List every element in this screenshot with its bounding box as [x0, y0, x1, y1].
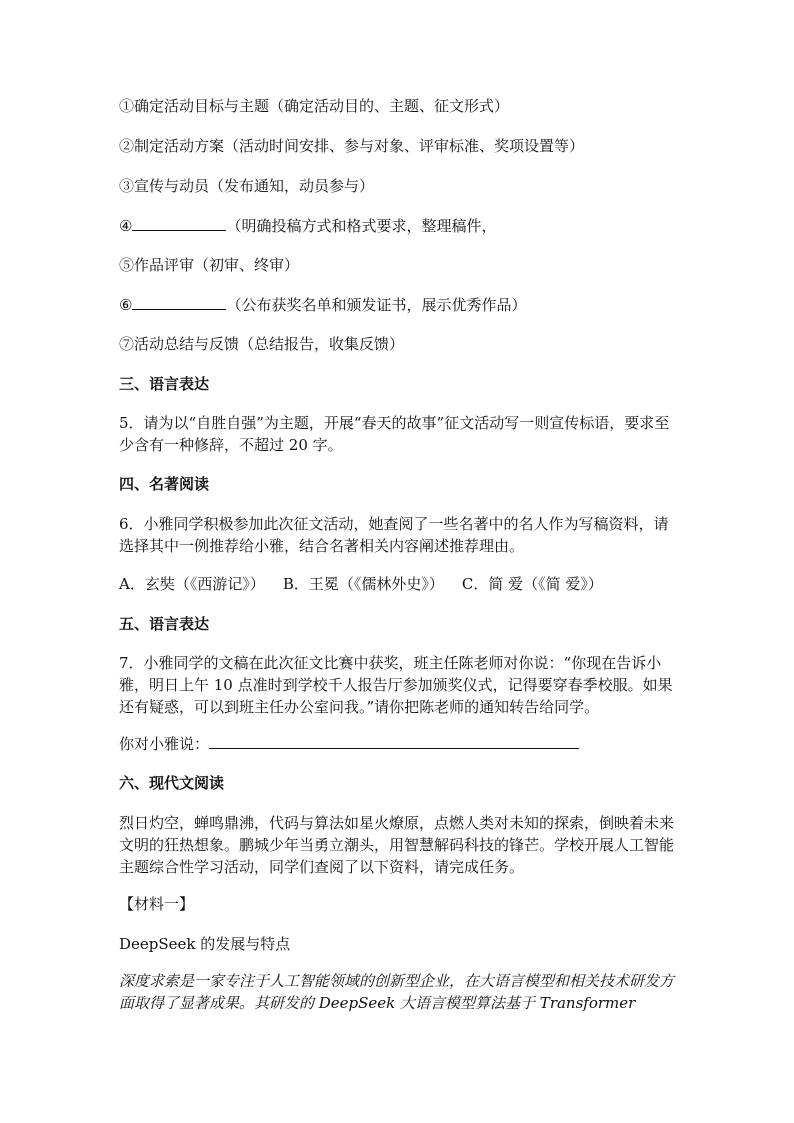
step-6 [119, 294, 679, 316]
question-6-options [119, 573, 679, 595]
step-6-blank[interactable] [132, 295, 226, 310]
option-c: C．简 爱（《简 爱》） [461, 575, 603, 593]
step-5: ⑤作品评审（初审、终审） [119, 256, 300, 274]
material-1-title: DeepSeek 的发展与特点 [119, 935, 291, 953]
step-6-text: （公布获奖名单和颁发证书，展示优秀作品） [226, 296, 527, 314]
question-5: 5．请为以“自胜自强”为主题，开展“春天的故事”征文活动写一则宣传标语，要求至少含有一种修辞，不超过 20 字。 [119, 414, 670, 454]
step-4-number: ④ [119, 217, 133, 235]
question-7: 7．小雅同学的文稿在此次征文比赛中获奖，班主任陈老师对你说：“你现在告诉小雅，明日上午 10 点准时到学校千人报告厅参加颁奖仪式，记得要穿春季校服。如果还有疑惑，可以到班主任办公室问我。”请你把陈老师的通知转告给同学。 [119, 654, 673, 716]
question-6: 6．小雅同学积极参加此次征文活动，她查阅了一些名著中的名人作为写稿资料，请选择其中一例推荐给小雅，结合名著相关内容阐述推荐理由。 [119, 515, 669, 555]
step-6-number: ⑥ [119, 296, 133, 314]
section-3-heading: 三、语言表达 [119, 375, 210, 393]
step-4-blank[interactable] [132, 216, 226, 231]
material-1-text: 深度求索是一家专注于人工智能领域的创新型企业，在大语言模型和相关技术研发方面取得了显著成果。其研发的 DeepSeek 大语言模型算法基于 Transformer [119, 972, 675, 1012]
step-7: ⑦活动总结与反馈（总结报告，收集反馈） [119, 335, 405, 353]
section-4-heading: 四、名著阅读 [119, 475, 210, 493]
answer-label: 你对小雅说： [119, 735, 210, 753]
section-6-intro: 烈日灼空，蝉鸣鼎沸，代码与算法如星火燎原，点燃人类对未知的探索，倒映着未来文明的狂热想象。鹏城少年当勇立潮头，用智慧解码科技的锋芒。学校开展人工智能主题综合性学习活动，同学们查阅了以下资料，请完成任务。 [119, 814, 675, 876]
step-1: ①确定活动目标与主题（确定活动目的、主题、征文形式） [119, 97, 510, 115]
section-6-heading: 六、现代文阅读 [119, 774, 225, 792]
material-1-label: 【材料一】 [119, 895, 195, 913]
step-4 [119, 215, 679, 237]
section-5-heading: 五、语言表达 [119, 615, 210, 633]
option-a: A．玄奘（《西游记》） [119, 575, 265, 593]
answer-line [119, 733, 679, 755]
answer-blank[interactable] [209, 734, 579, 749]
step-2: ②制定活动方案（活动时间安排、参与对象、评审标准、奖项设置等） [119, 137, 585, 155]
step-3: ③宣传与动员（发布通知，动员参与） [119, 177, 375, 195]
option-b: B．王冕（《儒林外史》） [282, 575, 444, 593]
step-4-text: （明确投稿方式和格式要求，整理稿件， [226, 217, 497, 235]
